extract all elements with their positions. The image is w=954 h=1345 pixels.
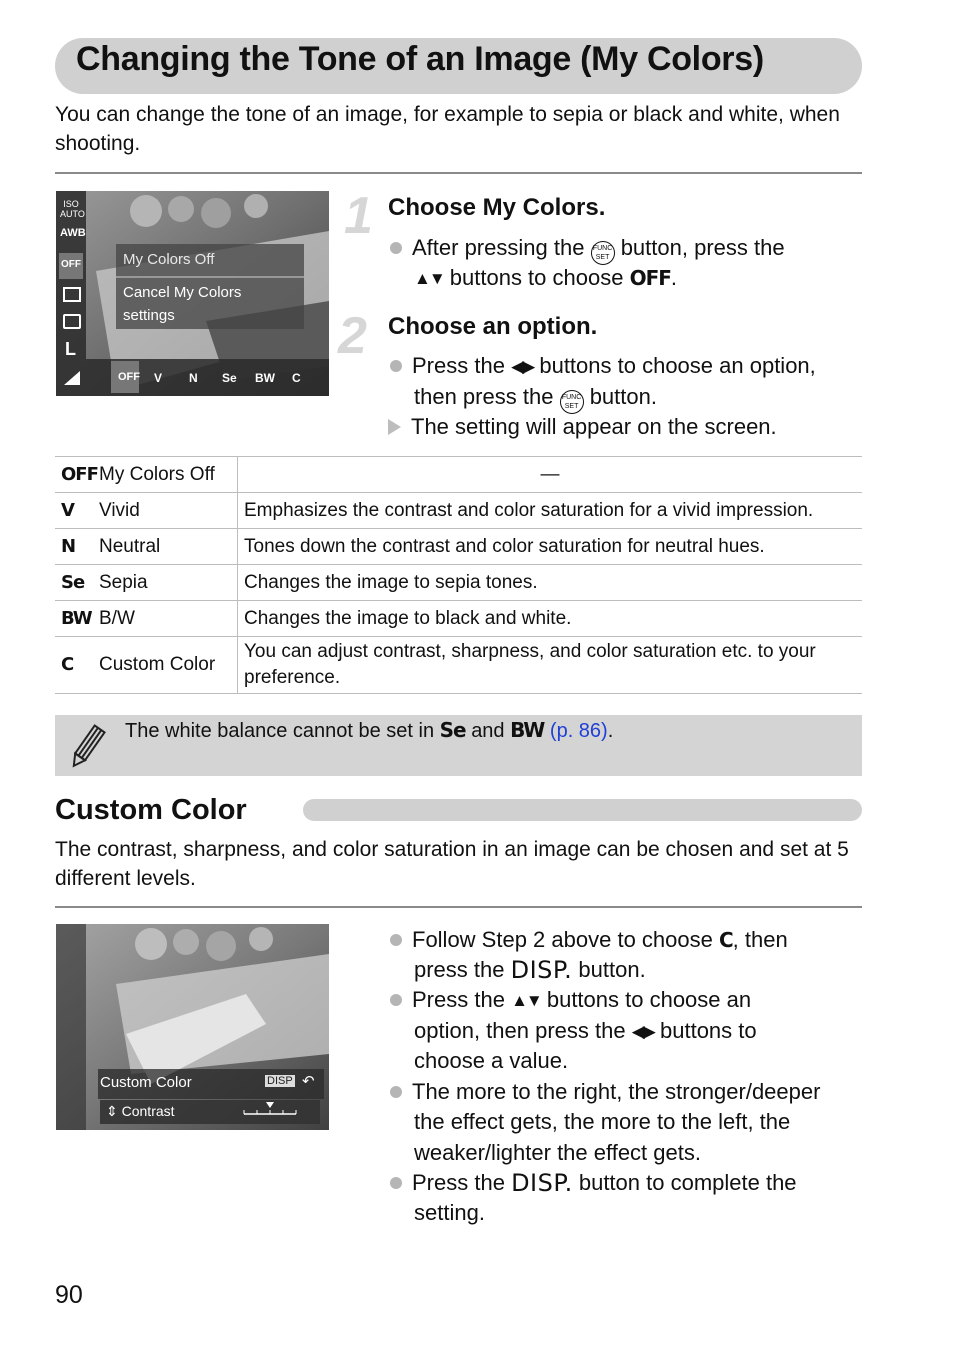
bullet-dot: [390, 994, 402, 1006]
divider: [55, 906, 862, 908]
intro-text: You can change the tone of an image, for example to sepia or black and white, when shooting.: [55, 103, 840, 155]
step-2-result: The setting will appear on the screen.: [388, 412, 777, 442]
menu-item-settings: settings: [123, 307, 175, 324]
bullet-dot: [390, 934, 402, 946]
custom-bullet-2: Press the ▲▼ buttons to choose an: [390, 985, 751, 1016]
step-2-bullet: Press the ◀▶ buttons to choose an option,: [390, 351, 816, 382]
table-row: C Custom Color You can adjust contrast, sharpness, and color saturation etc. to your preference.: [55, 637, 862, 694]
func-set-button-icon: FUNC SET: [560, 390, 584, 414]
step-number-1: 1: [344, 187, 373, 245]
step-number-2: 2: [338, 307, 367, 365]
awb-icon: AWB: [60, 227, 86, 239]
custom-bullet-4: Press the DISP. button to complete the: [390, 1168, 797, 1198]
table-row: V Vivid Emphasizes the contrast and color saturation for a vivid impression.: [55, 493, 862, 529]
quality-icon: [64, 371, 80, 385]
custom-color-icon: C: [718, 928, 733, 952]
custom-bullet-3-cont: the effect gets, the more to the left, the: [414, 1109, 791, 1134]
custom-bullet-2-cont2: choose a value.: [414, 1048, 569, 1073]
up-down-arrows-icon: ▲▼: [511, 991, 541, 1010]
section-title-bar: [303, 799, 862, 821]
my-colors-off-icon: OFF: [629, 266, 671, 290]
table-row: BW B/W Changes the image to black and white.: [55, 601, 862, 637]
bw-icon: BW: [510, 718, 545, 742]
bottom-icon-vivid: V: [154, 371, 163, 385]
my-colors-off-icon: OFF: [61, 463, 98, 485]
custom-bullet-2-cont: option, then press the ◀▶ buttons to: [414, 1018, 757, 1043]
step-1-title: Choose My Colors.: [388, 194, 606, 221]
iso-icon: ISO AUTO: [60, 199, 85, 219]
bullet-dot: [390, 360, 402, 372]
disp-icon: DISP: [267, 1075, 293, 1087]
custom-color-icon: C: [61, 654, 74, 675]
my-colors-off-icon: OFF: [61, 259, 81, 270]
step-2-bullet-cont: then press the FUNC SET button.: [414, 382, 657, 414]
result-arrow-icon: [388, 419, 401, 435]
table-row: Se Sepia Changes the image to sepia tones.: [55, 565, 862, 601]
my-colors-options-table: [55, 456, 862, 694]
bottom-icon-bw: BW: [255, 371, 275, 385]
menu-item-cancel: Cancel My Colors: [123, 284, 242, 301]
custom-bullet-1: Follow Step 2 above to choose C, then: [390, 925, 788, 955]
camera-screen-custom-color: [56, 924, 329, 1130]
bottom-icon-off: OFF: [118, 371, 140, 383]
custom-bullet-1-cont: press the DISP. button.: [414, 956, 646, 984]
frame-icon: [63, 287, 81, 302]
table-row: OFFMy Colors Off —: [55, 457, 862, 493]
bw-icon: BW: [61, 607, 92, 629]
bottom-icon-custom: C: [292, 371, 301, 385]
camera-screen-my-colors: [56, 191, 329, 396]
page-number: 90: [55, 1281, 83, 1309]
table-row: N Neutral Tones down the contrast and color saturation for neutral hues.: [55, 529, 862, 565]
custom-bullet-3-cont2: weaker/lighter the effect gets.: [414, 1140, 701, 1165]
camera-screen-image: [56, 924, 329, 1130]
sepia-icon: Se: [61, 571, 85, 593]
step-1-bullet-cont: ▲▼ buttons to choose OFF.: [414, 265, 678, 290]
bullet-dot: [390, 1177, 402, 1189]
custom-bullet-3: The more to the right, the stronger/deeper: [390, 1077, 820, 1107]
bottom-icon-sepia: Se: [222, 371, 237, 385]
disp-button-icon: DISP.: [511, 1169, 573, 1197]
neutral-icon: N: [61, 535, 76, 557]
pencil-icon: [66, 722, 108, 772]
left-right-arrows-icon: ◀▶: [511, 357, 534, 376]
sepia-icon: Se: [439, 718, 466, 742]
vivid-icon: V: [61, 499, 74, 521]
page-reference-link[interactable]: (p. 86): [549, 720, 608, 742]
disp-button-icon: DISP.: [510, 956, 573, 984]
camera-icon: [63, 314, 81, 329]
custom-color-label: Custom Color: [100, 1074, 192, 1091]
step-2-title: Choose an option.: [388, 313, 598, 340]
divider: [55, 172, 862, 174]
size-l-icon: L: [65, 339, 76, 359]
step-1-bullet: After pressing the FUNC SET button, press the: [390, 233, 785, 265]
return-icon: ↶: [302, 1073, 315, 1090]
contrast-option: ⇕ Contrast: [106, 1103, 175, 1119]
page-title: Changing the Tone of an Image (My Colors): [76, 40, 764, 78]
bullet-dot: [390, 242, 402, 254]
up-down-arrows-icon: ▲▼: [414, 269, 444, 288]
menu-item-my-colors-off: My Colors Off: [123, 251, 215, 268]
note-text: The white balance cannot be set in Se and BW (p. 86).: [125, 718, 614, 742]
bottom-icon-neutral: N: [189, 371, 198, 385]
custom-bullet-4-cont: setting.: [414, 1200, 485, 1225]
func-set-button-icon: FUNC SET: [591, 241, 615, 265]
section-title: Custom Color: [55, 794, 247, 826]
bullet-dot: [390, 1086, 402, 1098]
section-intro: The contrast, sharpness, and color saturation in an image can be chosen and set at 5 different levels.: [55, 838, 849, 890]
left-right-arrows-icon: ◀▶: [631, 1022, 654, 1041]
